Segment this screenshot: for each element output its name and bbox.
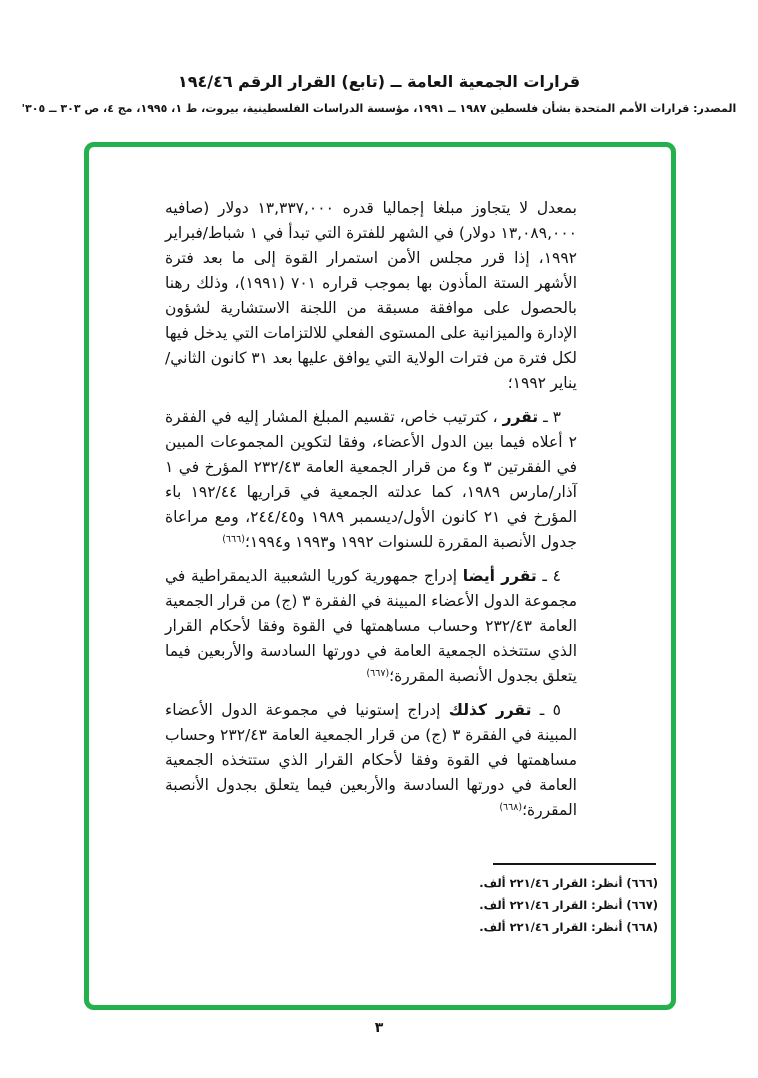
paragraph-number: ٤ ـ [536, 567, 561, 585]
footnote-text: أنظر: القرار ٢٢١/٤٦ ألف. [479, 920, 623, 934]
footnote-marker: (٦٦٨) [622, 920, 658, 934]
page-header-source: المصدر: قرارات الأمم المتحدة بشأن فلسطين ١٩٨٧ ــ ١٩٩١، مؤسسة الدراسات الفلسطينية، بيروت، ط ١، ١٩٩٥، مج ٤، ص ٣٠٣ ــ ٣٠٥' [21, 102, 737, 115]
paragraph-number: ٥ ـ [531, 701, 561, 719]
footnote-separator-rule [493, 863, 656, 865]
footnote-marker: (٦٦٦) [622, 876, 658, 890]
footnote-marker: (٦٦٧) [622, 898, 658, 912]
footnote-text: أنظر: القرار ٢٢١/٤٦ ألف. [479, 876, 623, 890]
footnote-item [398, 894, 658, 916]
continuation-paragraph: بمعدل لا يتجاوز مبلغا إجماليا قدره ١٣,٣٣٧,٠٠٠ دولار (صافيه ١٣,٠٨٩,٠٠٠ دولار) في الشهر للفترة التي تبدأ في ١ شباط/فبراير ١٩٩٢، إذا قرر مجلس الأمن استمرار القوة إلى ما بعد فترة الأشهر الستة المأذون بها بموجب قراره ٧٠١ (١٩٩١)، وذلك رهنا بالحصول على موافقة مسبقة من اللجنة الاستشارية لشؤون الإدارة والميزانية على المستوى الفعلي للالتزامات التي يدخل فيها لكل فترة من فترات الولاية التي يوافق عليها بعد ٣١ كانون الثاني/يناير ١٩٩٢؛ [165, 199, 578, 392]
paragraph-lead-verb: تقرر أيضا [462, 567, 537, 585]
numbered-paragraph: ٥ ـ تقرر كذلك إدراج إستونيا في مجموعة الدول الأعضاء المبينة في الفقرة ٣ (ج) من قرار الجمعية العامة ٢٣٢/٤٣ وحساب مساهمتها في القوة وفقا لأحكام القرار الذي ستتخذه الجمعية العامة في دورتها السادسة والأربعين فيما يتعلق بجدول الأنصبة المقررة؛$^{(٦٦٨)}$ [165, 701, 577, 819]
footnote-reference: (٦٦٧) [366, 668, 390, 679]
footnote-reference: (٦٦٨) [499, 802, 523, 813]
footnote-item [398, 872, 658, 894]
footnote-text: أنظر: القرار ٢٢١/٤٦ ألف. [479, 898, 623, 912]
footnotes-list [398, 872, 658, 938]
page-number: ٣ [374, 1020, 384, 1036]
paragraph-number: ٣ ـ [538, 408, 561, 426]
numbered-paragraph: ٤ ـ تقرر أيضا إدراج جمهورية كوريا الشعبية الديمقراطية في مجموعة الدول الأعضاء المبينة في الفقرة ٣ (ج) من قرار الجمعية العامة ٢٣٢/٤٣ وحساب مساهمتها في القوة وفقا لأحكام القرار الذي ستتخذه الجمعية العامة في دورتها السادسة والأربعين فيما يتعلق بجدول الأنصبة المقررة؛$^{(٦٦٧)}$ [165, 567, 577, 685]
paragraph-lead-verb: تقرر [502, 408, 539, 426]
resolution-body-text [165, 196, 577, 832]
page-header-title: قرارات الجمعية العامة ــ (تابع) القرار الرقم ١٩٤/٤٦ [177, 72, 581, 91]
paragraph-lead-verb: تقرر كذلك [448, 701, 532, 719]
footnote-item [398, 916, 658, 938]
numbered-paragraph: ٣ ـ تقرر ، كترتيب خاص، تقسيم المبلغ المشار إليه في الفقرة ٢ أعلاه فيما بين الدول الأعضاء، وفقا لتكوين المجموعات المبين في الفقرتين ٣ و٤ من قرار الجمعية العامة ٢٣٢/٤٣ المؤرخ في ١ آذار/مارس ١٩٨٩، كما عدلته الجمعية في قراريها ١٩٢/٤٤ باء المؤرخ في ٢١ كانون الأول/ديسمبر ١٩٨٩ و٢٤٤/٤٥، ومع مراعاة جدول الأنصبة المقررة للسنوات ١٩٩٢ و١٩٩٣ و١٩٩٤؛$^{(٦٦٦)}$ [165, 408, 578, 551]
footnote-reference: (٦٦٦) [222, 534, 245, 545]
